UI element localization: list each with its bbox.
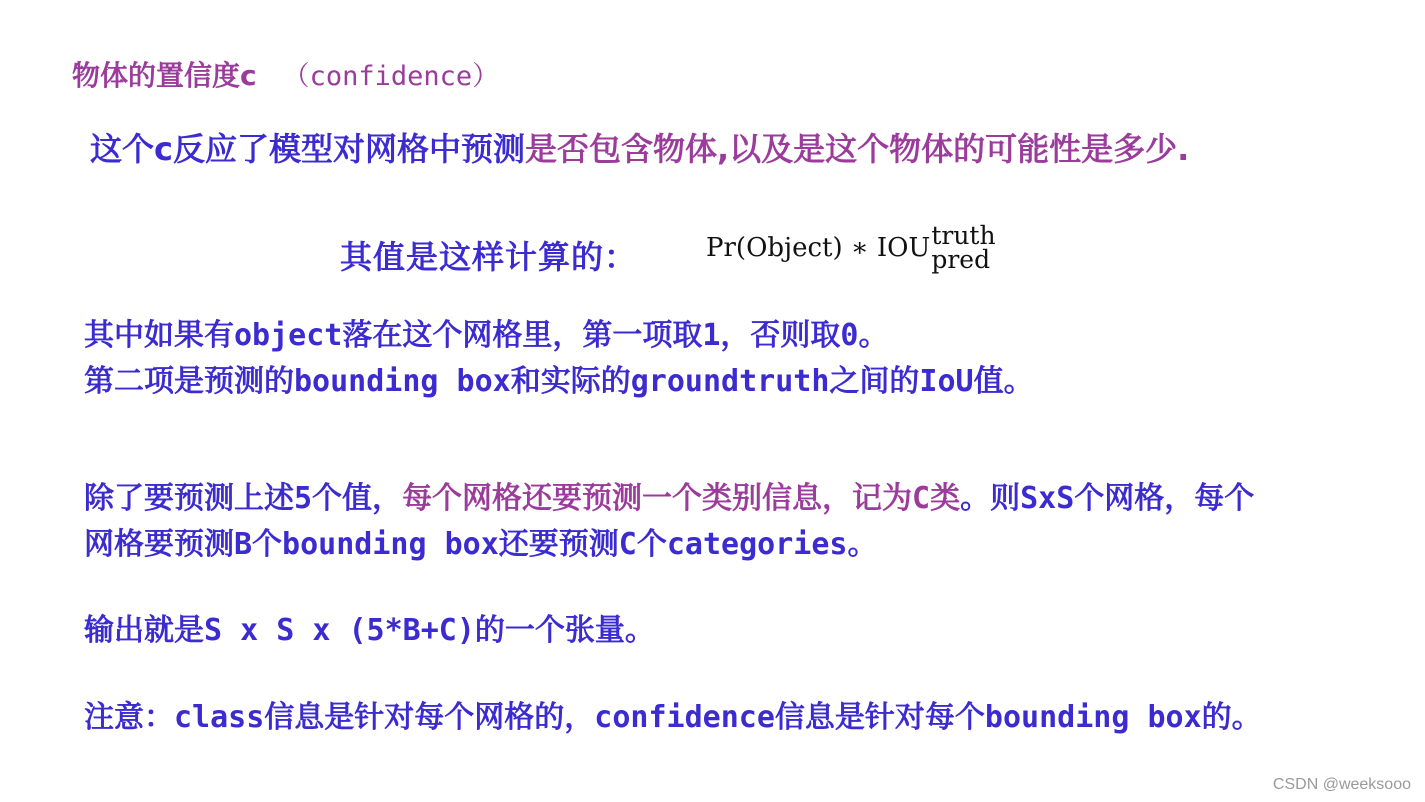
paragraph-note: 注意：class信息是针对每个网格的，confidence信息是针对每个bounding box的。 [84, 700, 1262, 735]
formula-expression: Pr(Object) ∗ IOU [706, 233, 931, 263]
confidence-formula [706, 221, 996, 274]
intro-sentence [90, 124, 1189, 170]
watermark: CSDN @weeksooo [1272, 776, 1411, 793]
formula-subscript: pred [931, 245, 991, 274]
formula-superscript: truth [931, 221, 996, 250]
heading-title: 物体的置信度c [72, 59, 257, 92]
text-segment: 。则SxS个网格，每个 [960, 481, 1255, 516]
heading [72, 54, 499, 94]
paragraph-line: 网格要预测B个bounding box还要预测C个categories。 [84, 527, 878, 562]
paragraph-output-tensor: 输出就是S x S x (5*B+C)的一个张量。 [84, 613, 655, 648]
paragraph-line: 其中如果有object落在这个网格里，第一项取1，否则取0。 [84, 318, 889, 353]
intro-blue-part: 这个c反应了模型对网格中预测 [90, 130, 525, 168]
paragraph-class-prediction [84, 476, 1254, 568]
text-segment-highlight: 每个网格还要预测一个类别信息，记为C类 [402, 481, 961, 516]
heading-english: （confidence） [282, 61, 500, 92]
text-segment: 除了要预测上述5个值， [84, 481, 403, 516]
paragraph-line [84, 476, 1254, 522]
intro-purple-part: 是否包含物体,以及是这个物体的可能性是多少. [524, 130, 1190, 168]
paragraph-line: 第二项是预测的bounding box和实际的groundtruth之间的IoU值。 [84, 364, 1034, 399]
paragraph-object-iou [84, 313, 1034, 405]
formula-label: 其值是这样计算的： [340, 238, 638, 276]
